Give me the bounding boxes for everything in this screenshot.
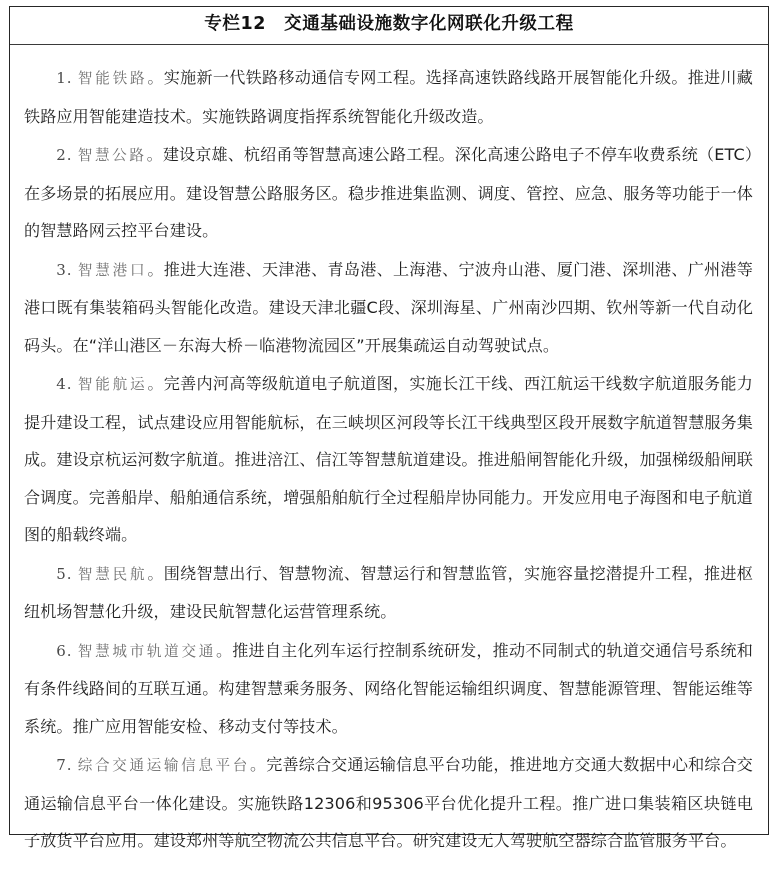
item-separator: 。 xyxy=(250,755,267,774)
item-text: 实施新一代铁路移动通信专网工程。选择高速铁路线路开展智能化升级。推进川藏铁路应用智能建造技术。实施铁路调度指挥系统智能化升级改造。 xyxy=(24,68,753,126)
item-topic: 智慧城市轨道交通 xyxy=(77,642,216,660)
item-separator: 。 xyxy=(147,259,164,279)
item-topic: 智能铁路 xyxy=(77,70,148,87)
list-item xyxy=(24,555,753,631)
item-separator: 。 xyxy=(147,563,164,583)
item-topic: 综合交通运输信息平台 xyxy=(77,757,251,774)
callout-body xyxy=(10,45,768,871)
item-separator: 。 xyxy=(147,374,164,393)
callout-box xyxy=(9,6,769,850)
item-number: 5. xyxy=(56,564,73,583)
callout-title: 专栏12 交通基础设施数字化网联化升级工程 xyxy=(204,13,574,34)
item-number: 1. xyxy=(56,69,73,87)
item-topic: 智慧公路 xyxy=(77,147,147,164)
item-text: 推进自主化列车运行控制系统研发，推动不同制式的轨道交通信号系统和有条件线路间的互联互通。构建智慧乘务服务、网络化智能运输组织调度、智慧能源管理、智能运维等系统。推广应用智能安检、移动支付等技术。 xyxy=(24,640,753,736)
callout-header xyxy=(10,7,768,45)
item-text: 建设京雄、杭绍甬等智慧高速公路工程。深化高速公路电子不停车收费系统（ETC）在多场景的拓展应用。建设智慧公路服务区。稳步推进集监测、调度、管控、应急、服务等功能于一体的智慧路网云控平台建设。 xyxy=(24,145,753,240)
list-item xyxy=(24,365,753,554)
item-number: 3. xyxy=(56,260,73,279)
item-separator: 。 xyxy=(216,640,233,660)
list-item xyxy=(24,632,753,746)
item-topic: 智慧港口 xyxy=(77,261,148,279)
item-text: 完善内河高等级航道电子航道图，实施长江干线、西江航运干线数字航道服务能力提升建设工程，试点建设应用智能航标，在三峡坝区河段等长江干线典型区段开展数字航道智慧服务集成。建设京杭运河数字航道。推进涪江、信江等智慧航道建设。推进船闸智能化升级，加强梯级船闸联合调度。完善船岸、船舶通信系统，增强船舶航行全过程船岸协同能力。开发应用电子海图和电子航道图的船载终端。 xyxy=(24,374,753,544)
item-text: 完善综合交通运输信息平台功能，推进地方交通大数据中心和综合交通运输信息平台一体化建设。实施铁路12306和95306平台优化提升工程。推广进口集装箱区块链电子放货平台应用。建设郑州等航空物流公共信息平台。研究建设无人驾驶航空器综合监管服务平台。 xyxy=(24,755,753,850)
list-item xyxy=(24,746,753,860)
list-item xyxy=(24,136,753,250)
item-number: 6. xyxy=(56,641,73,660)
item-topic: 智能航运 xyxy=(77,376,148,393)
item-separator: 。 xyxy=(147,68,164,87)
item-number: 7. xyxy=(56,756,73,774)
list-item xyxy=(24,59,753,135)
item-number: 4. xyxy=(56,375,73,393)
item-text: 围绕智慧出行、智慧物流、智慧运行和智慧监管，实施容量挖潜提升工程，推进枢纽机场智慧化升级，建设民航智慧化运营管理系统。 xyxy=(24,563,753,621)
list-item xyxy=(24,251,753,365)
item-topic: 智慧民航 xyxy=(77,565,148,583)
item-number: 2. xyxy=(56,146,73,164)
item-separator: 。 xyxy=(146,145,163,164)
item-text: 推进大连港、天津港、青岛港、上海港、宁波舟山港、厦门港、深圳港、广州港等港口既有集装箱码头智能化改造。建设天津北疆C段、深圳海星、广州南沙四期、钦州等新一代自动化码头。在“洋山港区－东海大桥－临港物流园区”开展集疏运自动驾驶试点。 xyxy=(24,259,753,355)
